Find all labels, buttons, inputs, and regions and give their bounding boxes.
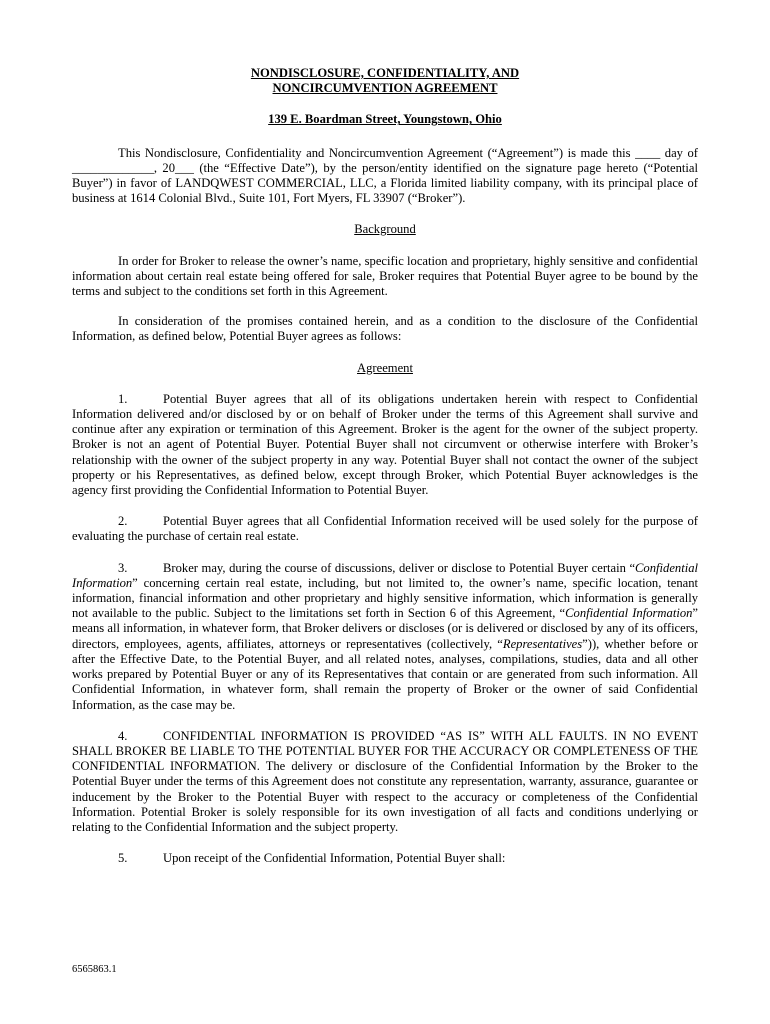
background-paragraph-2: In consideration of the promises contained herein, and as a condition to the disclosure of the Confidential Information, as defined below, Potential Buyer agrees as follows: bbox=[72, 314, 698, 344]
title-line-2: NONCIRCUMVENTION AGREEMENT bbox=[272, 81, 498, 96]
property-address: 139 E. Boardman Street, Youngstown, Ohio bbox=[268, 112, 502, 127]
clause-3-text-a: Broker may, during the course of discussions, deliver or disclose to Potential Buyer certain “ bbox=[163, 560, 636, 575]
clause-3-defined-term-2: Confidential Information bbox=[565, 606, 693, 621]
clause-1-text: Potential Buyer agrees that all of its obligations undertaken herein with respect to Confidential Information delivered and/or disclosed by or on behalf of Broker under the terms of this Agreement shall survive and continue after any expiration or termination of this Agreement. Broker is the agent for the owner of the subject property. Broker is not an agent of Potential Buyer. Potential Buyer shall not circumvent or otherwise interfere with Broker’s relationship with the owner of the subject property in any way. Potential Buyer shall not contact the owner of the subject property or his Representatives, as defined below, except through Broker, which Potential Buyer acknowledges is the agency first providing the Confidential Information to Potential Buyer. bbox=[72, 391, 698, 498]
background-heading: Background bbox=[354, 222, 416, 237]
clause-3-text-d: ”)), whether before or after the Effective Date, to the Potential Buyer, and all related notes, analyses, compilations, studies, data and all other works prepared by Potential Buyer or any of its Representatives that contain or are generated from such information. All Confidential Information, in whatever form, shall remain the property of Broker or the owner of said Confidential Information, as the case may be. bbox=[72, 636, 698, 712]
document-title bbox=[72, 66, 698, 96]
clause-5 bbox=[72, 851, 698, 866]
clause-3 bbox=[72, 561, 698, 713]
agreement-heading: Agreement bbox=[357, 360, 413, 375]
clause-4-text: CONFIDENTIAL INFORMATION IS PROVIDED “AS IS” WITH ALL FAULTS. IN NO EVENT SHALL BROKER BE LIABLE TO THE POTENTIAL BUYER FOR THE ACCURACY OR COMPLETENESS OF THE CONFIDENTIAL INFORMATION. The delivery or disclosure of the Confidential Information by the Broker to the Potential Buyer under the terms of this Agreement does not constitute any representation, warranty, assurance, guarantee or inducement by the Broker to the Potential Buyer with respect to the accuracy or completeness of the Confidential Information. Potential Broker is solely responsible for its own investigation of all facts and conditions underlying or relating to the Confidential Information and the subject property. bbox=[72, 728, 698, 834]
clause-5-text: Upon receipt of the Confidential Information, Potential Buyer shall: bbox=[163, 851, 506, 866]
clause-2-number: 2. bbox=[118, 514, 128, 529]
clause-5-number: 5. bbox=[118, 851, 128, 866]
clause-3-text-c: ” means all information, in whatever form, that Broker delivers or discloses (or is delivered or disclosed by any of its officers, directors, employees, agents, affiliates, attorneys or representatives (collectively, “ bbox=[72, 606, 699, 651]
clause-4-number: 4. bbox=[118, 728, 128, 743]
clause-3-number: 3. bbox=[118, 560, 128, 575]
clause-4 bbox=[72, 729, 698, 835]
clause-2 bbox=[72, 514, 698, 544]
background-paragraph-1: In order for Broker to release the owner’s name, specific location and proprietary, highly sensitive and confidential information about certain real estate being offered for sale, Broker requires that Potential Buyer agree to be bound by the terms and subject to the conditions set forth in this Agreement. bbox=[72, 253, 698, 299]
title-line-1: NONDISCLOSURE, CONFIDENTIALITY, AND bbox=[250, 66, 520, 80]
intro-first-line: This Nondisclosure, Confidentiality and Noncircumvention Agreement (“Agreement”) is made this bbox=[118, 145, 631, 160]
intro-paragraph bbox=[72, 146, 698, 207]
document-id-footer: 6565863.1 bbox=[72, 964, 117, 975]
intro-rest: ____ day of _____________, 20___ (the “Effective Date”), by the person/entity identified on the signature page hereto (“Potential Buyer”) in favor of LANDQWEST COMMERCIAL, LLC, a Florida limited liability company, with its principal place of business at 1614 Colonial Blvd., Suite 101, Fort Myers, FL 33907 (“Broker”). bbox=[72, 145, 698, 206]
clause-2-text: Potential Buyer agrees that all Confidential Information received will be used solely for the purpose of evaluating the purchase of certain real estate. bbox=[72, 514, 698, 544]
clause-3-defined-term-representatives: Representatives bbox=[502, 636, 583, 651]
clause-1-number: 1. bbox=[118, 391, 128, 406]
clause-3-text-b: ” concerning certain real estate, including, but not limited to, the owner’s name, specific location, tenant information, financial information and other proprietary and highly sensitive information, which information is generally not available to the public. Subject to the limitations set forth in Section 6 of this Agreement, “ bbox=[72, 575, 698, 621]
clause-1 bbox=[72, 392, 698, 498]
clause-3-defined-term-1: Confidential Information bbox=[72, 560, 698, 590]
